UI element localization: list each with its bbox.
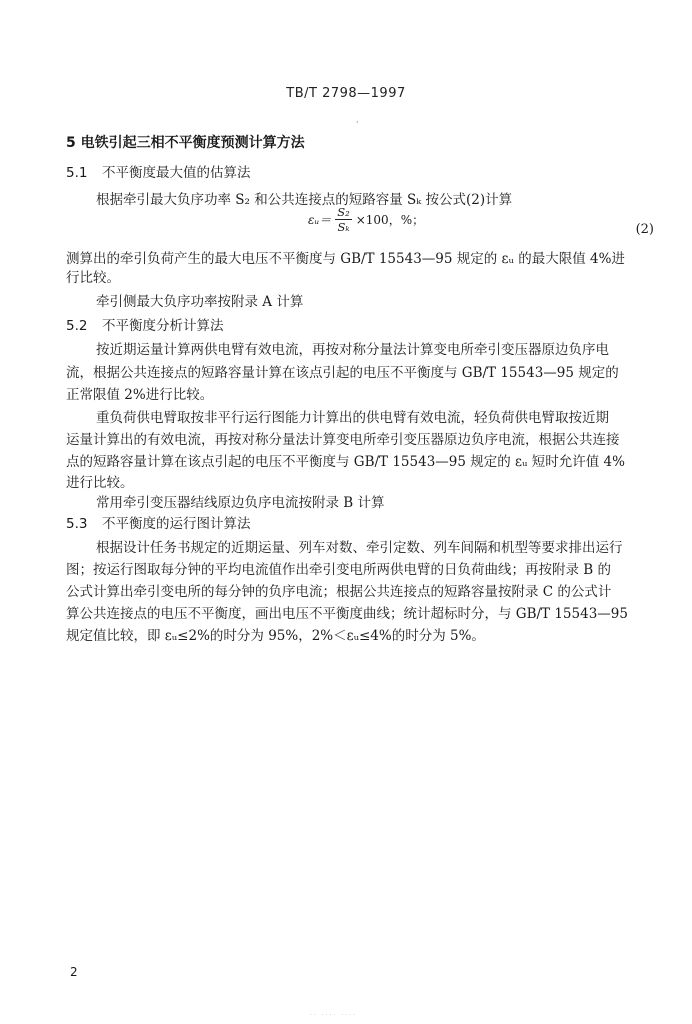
formula-2 xyxy=(308,206,424,233)
formula-denominator: Sₖ xyxy=(337,219,350,234)
s52-p1-line1: 按近期运量计算两供电臂有效电流，再按对称分量法计算变电所牵引变压器原边负序电 xyxy=(96,342,609,358)
s52-p2-line4: 进行比较。 xyxy=(66,475,134,491)
s52-p1-line3: 正常限值 2%进行比较。 xyxy=(66,387,214,403)
s52-p2-line1: 重负荷供电臂取按非平行运行图能力计算出的供电臂有效电流，轻负荷供电臂取按近期 xyxy=(96,410,609,426)
s53-p1-line2: 图；按运行图取每分钟的平均电流值作出牵引变电所两供电臂的日负荷曲线；再按附录 B 的 xyxy=(66,562,612,578)
s52-p1-line2: 流，根据公共连接点的短路容量计算在该点引起的电压不平衡度与 GB/T 15543—95 规定的 xyxy=(66,365,619,381)
section-5-2-number: 5.2 xyxy=(66,318,88,334)
section-5-1-title: 不平衡度最大值的估算法 xyxy=(102,165,251,181)
section-5-1-heading xyxy=(66,167,251,181)
section-5-3-number: 5.3 xyxy=(66,516,88,532)
s51-para1-line1: 测算出的牵引负荷产生的最大电压不平衡度与 GB/T 15543—95 规定的 εᵤ 的最大限值 4%进 xyxy=(66,251,625,267)
scan-mark: · xyxy=(356,118,359,127)
page-header-standard-number: TB/T 2798—1997 xyxy=(286,86,406,101)
page-number: 2 xyxy=(70,965,78,979)
section-5-title: 5 电铁引起三相不平衡度预测计算方法 xyxy=(66,135,305,151)
formula-rhs: ×100，%； xyxy=(355,213,425,228)
section-5-1-number: 5.1 xyxy=(66,165,88,181)
section-5-2-heading xyxy=(66,320,224,334)
s53-p1-line4: 算公共连接点的电压不平衡度，画出电压不平衡度曲线；统计超标时分，与 GB/T 15543—95 xyxy=(66,606,628,622)
s53-p1-line5: 规定值比较，即 εᵤ≤2%的时分为 95%，2%＜εᵤ≤4%的时分为 5%。 xyxy=(66,628,485,644)
formula-lhs: εᵤ＝ xyxy=(308,213,332,228)
s52-p2-line3: 点的短路容量计算在该点引起的电压不平衡度与 GB/T 15543—95 规定的 εᵤ 短时允许值 4% xyxy=(66,454,625,470)
section-5-2-title: 不平衡度分析计算法 xyxy=(102,318,224,334)
s53-p1-line3: 公式计算出牵引变电所的每分钟的负序电流；根据公共连接点的短路容量按附录 C 的公式计 xyxy=(66,584,612,600)
section-5-3-title: 不平衡度的运行图计算法 xyxy=(102,516,251,532)
s53-p1-line1: 根据设计任务书规定的近期运量、列车对数、牵引定数、列车间隔和机型等要求排出运行 xyxy=(96,540,623,556)
formula-numerator: S₂ xyxy=(337,205,350,219)
scan-footer-mark: ·· ···· ···· xyxy=(310,1012,357,1019)
formula-equation-number: (2) xyxy=(635,222,654,237)
formula-fraction xyxy=(335,206,352,233)
s51-para1-line2: 行比较。 xyxy=(66,270,120,286)
section-5-1-intro: 根据牵引最大负序功率 S₂ 和公共连接点的短路容量 Sₖ 按公式(2)计算 xyxy=(96,192,513,208)
s51-para2: 牵引侧最大负序功率按附录 A 计算 xyxy=(96,294,304,310)
s52-p2-line2: 运量计算出的有效电流，再按对称分量法计算变电所牵引变压器原边负序电流，根据公共连接 xyxy=(66,432,620,448)
section-5-3-heading xyxy=(66,518,251,532)
s52-p3: 常用牵引变压器结线原边负序电流按附录 B 计算 xyxy=(96,495,385,511)
